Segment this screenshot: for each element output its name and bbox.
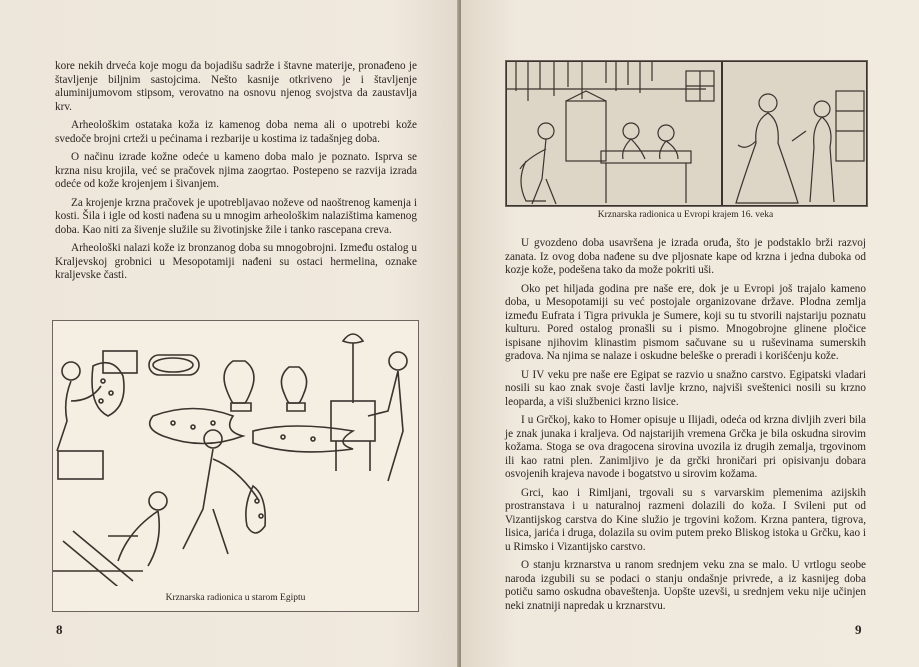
right-paragraph-6: O stanju krznarstva u ranom srednjem veku zna se malo. U vrtlogu seobe naroda izgubili su se podaci o stanju ondašnje privrede, a iz kasnijeg doba potiču samo oskudna obaveštenja. Uopšte uzevši, u srednjem veku nije učinjen neki znatniji napredak u krznarstvu.	[505, 559, 866, 612]
right-page	[461, 0, 919, 667]
left-paragraph-3: O načinu izrade kožne odeće u kameno doba malo je poznato. Isprva se krzna nisu krojila, već se pračovek njima zaogrtao. Postepeno se razvija izrada odeće od kože krojenjem i šivanjem.	[55, 151, 417, 190]
right-paragraph-1: U gvozdeno doba usavršena je izrada oruđa, što je podstaklo brži razvoj zanata. Iz ovog doba nađene su dve pljosnate kape od krzna i jedna duboka od kozje kože, podešena tako da može pokriti uši.	[505, 237, 866, 276]
left-page-number: 8	[56, 622, 63, 637]
left-paragraph-1: kore nekih drveća koje mogu da bojadišu sadrže i štavne materije, pronađeno je štavljenje biljnim sastojcima. Nešto kasnije otkriveno je i štavljenje aluminijumovom stipsom, verovatno na osnovu njenog svojstva da zaustavlja krv.	[55, 60, 417, 113]
right-paragraph-5: Grci, kao i Rimljani, trgovali su s varvarskim plemenima azijskih prostranstava i u naturalnoj razmeni dolazili do koža. I Svileni put od Vizantijskog carstva do Kine služio je trgovini kožom. Krzna pantera, tigrova, lisica, jarića i druga, dolazila su ovim putem preko Bliskog istoka u Grčku, kao i u Rimsko i Vizantijsko carstvo.	[505, 486, 866, 553]
right-figure-caption: Krznarska radionica u Evropi krajem 16. veka	[597, 210, 774, 220]
left-page	[0, 0, 459, 667]
right-paragraph-4: I u Grčkoj, kako to Homer opisuje u Ilijadi, odeća od krzna divljih zveri bila je znak junaka i kraljeva. Od najstarijih vremena Grčka je bila oskudna sirovim kožama. Stoga se ova dragocena sirovina uvozila iz drugih zemalja, trgovinom ili kao ratni plen. Zanimljivo je da grčki hroničari pri opisivanju dobara osvojenih krajeva navode i bogatstvo u sirovim kožama.	[505, 414, 866, 480]
egypt-workshop-illustration	[53, 321, 418, 586]
left-paragraph-5: Arheološki nalazi kože iz bronzanog doba su mnogobrojni. Između ostalog u Kraljevskoj grobnici u Mesopotamiji nađeni su ostaci hermelina, oznake kraljevske časti.	[55, 242, 417, 281]
europe-workshop-figure	[505, 60, 868, 207]
left-paragraph-2: Arheološkim ostataka koža iz kamenog doba nema ali o upotrebi kože svedoče brojni crteži u pećinama i rezbarije u kostima iz tadašnjeg doba.	[55, 119, 417, 145]
left-figure-caption: Krznarska radionica u starom Egiptu	[165, 593, 306, 603]
europe-workshop-illustration	[506, 61, 867, 206]
egypt-workshop-figure	[52, 320, 419, 612]
right-page-text	[505, 237, 866, 618]
right-paragraph-3: U IV veku pre naše ere Egipat se razvio u snažno carstvo. Egipatski vladari nosili su kao znak svoje časti lavlje krzno, najviši sveštenici nosili su krzno leoparda, a viši službenici krzno lisice.	[505, 368, 866, 408]
left-paragraph-4: Za krojenje krzna pračovek je upotrebljavao noževe od naoštrenog kamenja i kosti. Šila i igle od kosti nađena su u mnogim arheološkim nalazištima kamenog doba. Kao niti za šivenje služile su životinjske žile i tanko rascepana creva.	[55, 196, 417, 236]
right-page-number: 9	[855, 622, 862, 637]
right-paragraph-2: Oko pet hiljada godina pre naše ere, dok je u Evropi još trajalo kameno doba, u Mesopotamiji su već postojale organizovane države. Plodna zemlja između Eufrata i Tigra privukla je Sumere, koji su tu stvorili najstariju poznatu kulturu. Pored ostalog pronašli su i pismo. Mnogobrojne glinene pločice ispisane njihovim klinastim pismom sačuvane su u ruševinama sumerskih gradova. Na njima se nalaze i oskudne beleške o preradi i korišćenju kože.	[505, 282, 866, 362]
left-page-text	[55, 60, 417, 288]
